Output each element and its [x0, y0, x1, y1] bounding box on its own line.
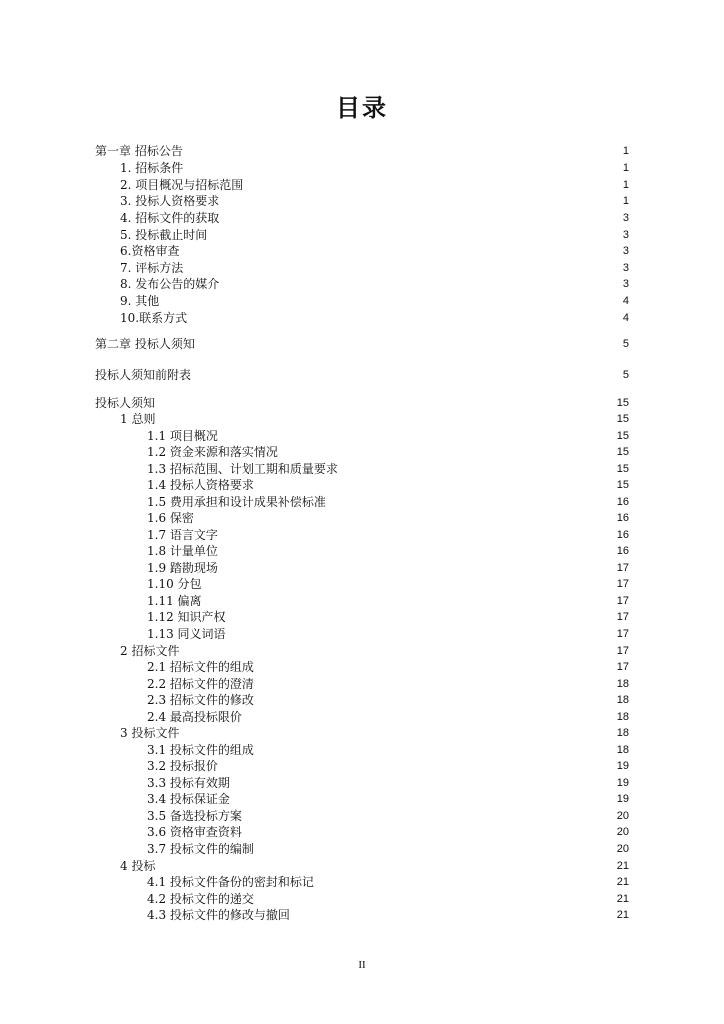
toc-entry[interactable] — [0, 824, 724, 840]
toc-entry-title: 投标人须知 — [95, 396, 156, 410]
toc-entry-title: 2.1 招标文件的组成 — [147, 660, 254, 674]
toc-entry[interactable] — [0, 808, 724, 824]
toc-entry[interactable] — [0, 626, 724, 642]
toc-entry-page: 17 — [616, 645, 629, 657]
toc-entry-page: 16 — [616, 512, 629, 524]
toc-entry-title: 4. 招标文件的获取 — [120, 211, 220, 225]
toc-entry-title: 3.4 投标保证金 — [147, 792, 230, 806]
toc-entry-page: 1 — [622, 145, 629, 157]
toc-entry[interactable] — [0, 336, 724, 352]
toc-entry-page: 17 — [616, 661, 629, 673]
toc-entry-title: 5. 投标截止时间 — [120, 228, 208, 242]
toc-entry-title: 投标人须知前附表 — [95, 368, 192, 382]
toc-entry-page: 20 — [616, 826, 629, 838]
toc-entry-title: 1.9 踏勘现场 — [147, 561, 218, 575]
toc-entry-title: 1.7 语言文字 — [147, 528, 218, 542]
toc-entry[interactable] — [0, 609, 724, 625]
toc-entry[interactable] — [0, 725, 724, 741]
toc-entry-page: 19 — [616, 793, 629, 805]
toc-entry[interactable] — [0, 775, 724, 791]
toc-entry-page: 15 — [616, 397, 629, 409]
toc-entry[interactable] — [0, 659, 724, 675]
toc-entry-title: 1.12 知识产权 — [147, 610, 226, 624]
toc-entry-title: 4.2 投标文件的递交 — [147, 892, 254, 906]
toc-entry-page: 15 — [616, 413, 629, 425]
toc-entry-page: 20 — [616, 810, 629, 822]
toc-entry-page: 19 — [616, 760, 629, 772]
toc-entry[interactable] — [0, 227, 724, 243]
toc-entry-title: 2.2 招标文件的澄清 — [147, 677, 254, 691]
toc-entry-title: 4 投标 — [120, 859, 156, 873]
toc-entry-title: 1.11 偏离 — [147, 594, 202, 608]
toc-entry-title: 3. 投标人资格要求 — [120, 194, 220, 208]
toc-entry[interactable] — [0, 576, 724, 592]
toc-entry[interactable] — [0, 160, 724, 176]
toc-entry-title: 2.4 最高投标限价 — [147, 710, 242, 724]
toc-entry[interactable] — [0, 527, 724, 543]
toc-entry-title: 4.3 投标文件的修改与撤回 — [147, 908, 290, 922]
toc-entry-page: 19 — [616, 777, 629, 789]
toc-entry[interactable] — [0, 841, 724, 857]
toc-entry[interactable] — [0, 891, 724, 907]
toc-entry[interactable] — [0, 907, 724, 923]
toc-entry[interactable] — [0, 310, 724, 326]
toc-entry[interactable] — [0, 395, 724, 411]
toc-entry-title: 1.13 同义词语 — [147, 627, 226, 641]
toc-entry[interactable] — [0, 510, 724, 526]
toc-entry-page: 15 — [616, 446, 629, 458]
toc-entry[interactable] — [0, 444, 724, 460]
toc-entry-page: 21 — [616, 909, 629, 921]
toc-entry[interactable] — [0, 411, 724, 427]
toc-entry-page: 17 — [616, 578, 629, 590]
toc-entry[interactable] — [0, 858, 724, 874]
toc-entry[interactable] — [0, 593, 724, 609]
toc-entry-page: 18 — [616, 694, 629, 706]
toc-entry-page: 5 — [622, 369, 629, 381]
toc-entry-title: 2.3 招标文件的修改 — [147, 693, 254, 707]
toc-entry-page: 4 — [622, 312, 629, 324]
toc-entry-page: 3 — [622, 262, 629, 274]
toc-entry[interactable] — [0, 143, 724, 159]
toc-entry-page: 18 — [616, 711, 629, 723]
toc-entry-title: 3 投标文件 — [120, 726, 180, 740]
toc-entry[interactable] — [0, 494, 724, 510]
toc-entry[interactable] — [0, 742, 724, 758]
toc-entry-title: 1.5 费用承担和设计成果补偿标准 — [147, 495, 326, 509]
toc-entry[interactable] — [0, 791, 724, 807]
toc-entry-title: 1.8 计量单位 — [147, 544, 218, 558]
toc-entry-page: 17 — [616, 562, 629, 574]
toc-entry[interactable] — [0, 709, 724, 725]
toc-entry-title: 第一章 招标公告 — [95, 144, 183, 158]
toc-entry-page: 16 — [616, 496, 629, 508]
toc-entry[interactable] — [0, 560, 724, 576]
toc-entry-page: 3 — [622, 278, 629, 290]
toc-entry[interactable] — [0, 193, 724, 209]
toc-entry-title: 6.资格审查 — [120, 244, 180, 258]
toc-entry-title: 7. 评标方法 — [120, 261, 184, 275]
toc-entry[interactable] — [0, 428, 724, 444]
toc-entry-page: 15 — [616, 463, 629, 475]
toc-entry[interactable] — [0, 643, 724, 659]
toc-entry-title: 8. 发布公告的媒介 — [120, 277, 220, 291]
toc-entry-title: 3.3 投标有效期 — [147, 776, 230, 790]
toc-entry[interactable] — [0, 177, 724, 193]
toc-entry-page: 17 — [616, 595, 629, 607]
toc-entry-title: 1.10 分包 — [147, 577, 202, 591]
toc-entry-page: 18 — [616, 678, 629, 690]
toc-entry-title: 第二章 投标人须知 — [95, 337, 195, 351]
toc-entry-title: 1 总则 — [120, 412, 156, 426]
toc-entry[interactable] — [0, 692, 724, 708]
toc-entry-title: 4.1 投标文件备份的密封和标记 — [147, 875, 314, 889]
toc-entry[interactable] — [0, 477, 724, 493]
toc-entry-title: 3.6 资格审查资料 — [147, 825, 242, 839]
toc-entry-page: 21 — [616, 860, 629, 872]
toc-entry[interactable] — [0, 243, 724, 259]
page-number: II — [358, 959, 366, 971]
toc-entry-page: 18 — [616, 744, 629, 756]
toc-entry-title: 1.4 投标人资格要求 — [147, 478, 254, 492]
toc-entry-title: 3.7 投标文件的编制 — [147, 842, 254, 856]
toc-entry-page: 1 — [622, 179, 629, 191]
toc-entry[interactable] — [0, 210, 724, 226]
toc-entry-title: 3.1 投标文件的组成 — [147, 743, 254, 757]
toc-entry-page: 20 — [616, 843, 629, 855]
toc-entry-page: 21 — [616, 876, 629, 888]
toc-entry-page: 16 — [616, 529, 629, 541]
toc-entry[interactable] — [0, 874, 724, 890]
toc-entry[interactable] — [0, 461, 724, 477]
toc-entry-title: 1.3 招标范围、计划工期和质量要求 — [147, 462, 338, 476]
toc-entry-page: 17 — [616, 628, 629, 640]
toc-entry-title: 9. 其他 — [120, 294, 160, 308]
toc-entry[interactable] — [0, 543, 724, 559]
toc-entry[interactable] — [0, 758, 724, 774]
toc-entry-page: 1 — [622, 162, 629, 174]
toc-entry-page: 15 — [616, 479, 629, 491]
toc-entry-title: 3.5 备选投标方案 — [147, 809, 242, 823]
toc-entry[interactable] — [0, 293, 724, 309]
toc-entry-title: 1.6 保密 — [147, 511, 194, 525]
toc-entry-page: 16 — [616, 545, 629, 557]
toc-entry[interactable] — [0, 367, 724, 383]
toc-entry-title: 10.联系方式 — [120, 311, 188, 325]
toc-entry-page: 3 — [622, 245, 629, 257]
toc-entry-page: 5 — [622, 338, 629, 350]
toc-entry-page: 3 — [622, 212, 629, 224]
toc-entry[interactable] — [0, 260, 724, 276]
toc-entry[interactable] — [0, 276, 724, 292]
toc-entry-page: 15 — [616, 430, 629, 442]
toc-entry-page: 21 — [616, 893, 629, 905]
toc-entry-title: 1.1 项目概况 — [147, 429, 218, 443]
toc-entry-title: 2 招标文件 — [120, 644, 180, 658]
page-title: 目录 — [336, 94, 388, 122]
toc-entry-page: 1 — [622, 195, 629, 207]
toc-entry-page: 18 — [616, 727, 629, 739]
toc-entry-title: 1.2 资金来源和落实情况 — [147, 445, 278, 459]
toc-entry-title: 2. 项目概况与招标范围 — [120, 178, 244, 192]
toc-entry-page: 3 — [622, 229, 629, 241]
toc-entry-title: 3.2 投标报价 — [147, 759, 218, 773]
toc-entry[interactable] — [0, 676, 724, 692]
toc-entry-page: 17 — [616, 611, 629, 623]
toc-entry-title: 1. 招标条件 — [120, 161, 184, 175]
toc-entry-page: 4 — [622, 295, 629, 307]
